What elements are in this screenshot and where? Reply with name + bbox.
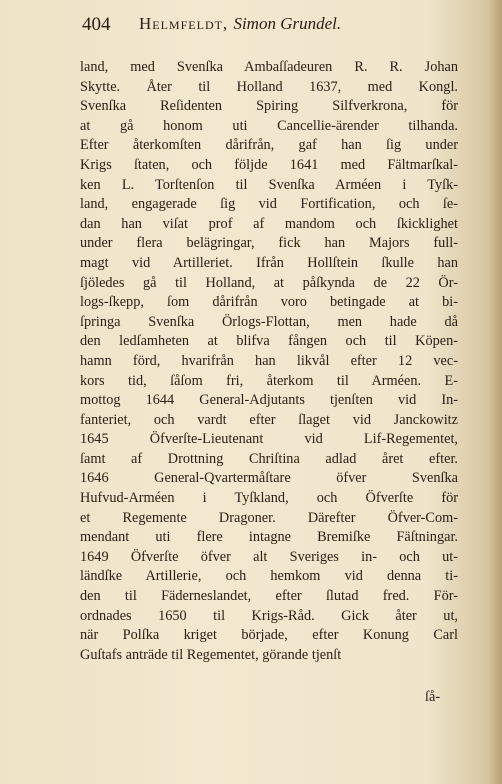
text-line: hamn förd, hvarifrån han likvål efter 12 vec- (80, 352, 458, 369)
text-line: ſamt af Drottning Chriſtina adlad året efter. (80, 450, 458, 467)
text-line: den ledſamheten at blifva fången och til Köpen- (80, 333, 458, 350)
text-line: 1649 Öfverſte öfver alt Sveriges in- och ut- (80, 548, 458, 565)
text-line: kors tid, ſåſom fri, återkom til Arméen. E- (80, 372, 458, 389)
page-header (82, 10, 462, 38)
text-line: 1646 General-Qvartermåſtare öfver Svenſka (80, 470, 458, 487)
text-line: ken L. Torſtenſon til Svenſka Arméen i Tyſk- (80, 176, 458, 193)
text-line: ſpringa Svenſka Örlogs-Flottan, men hade då (80, 313, 458, 330)
text-line: fanteriet, och vardt efter ſlaget vid Janckowitz (80, 411, 458, 428)
page-edge (488, 0, 502, 784)
text-line: ſjöledes gå til Holland, at påſkynda de 22 Ör- (80, 274, 458, 291)
text-line: under flera belägringar, fick han Majors full- (80, 235, 458, 252)
text-line: mottog 1644 General-Adjutants tjenſten vid In- (80, 392, 458, 409)
text-line: när Polſka kriget började, efter Konung Carl (80, 627, 458, 644)
text-line: logs-ſkepp, ſom dårifrån voro betingade at bi- (80, 294, 458, 311)
body-text (80, 58, 458, 665)
text-line: den til Fäderneslandet, efter ſlutad fred. För- (80, 588, 458, 605)
text-line: dan han viſat prof af mandom och ſkicklighet (80, 215, 458, 232)
text-line: Skytte. Åter til Holland 1637, med Kongl. (80, 78, 458, 95)
text-line: Hufvud-Arméen i Tyſkland, och Öfverſte för (80, 490, 458, 507)
text-line: magt vid Artilleriet. Ifrån Hollſtein ſkulle han (80, 254, 458, 271)
running-title (139, 14, 341, 34)
text-line: land, med Svenſka Ambaſſadeuren R. R. Johan (80, 59, 458, 75)
page-number: 404 (82, 14, 111, 35)
text-line: Krigs ſtaten, och följde 1641 med Fältmarſkal- (80, 156, 458, 173)
text-line: mendant uti flere intagne Bremiſke Fäſtningar. (80, 529, 458, 546)
text-line: Svenſka Reſidenten Spiring Silfverkrona, för (80, 98, 458, 115)
text-line: Guſtafs anträde til Regementet, görande tjenſt (80, 646, 342, 663)
running-title-name: Simon Grundel. (233, 14, 342, 33)
catchword: ſå- (425, 689, 441, 705)
text-line: land, engagerade ſig vid Fortification, och ſe- (80, 196, 458, 213)
text-line: ländſke Artillerie, och hemkom vid denna ti- (80, 568, 458, 585)
text-line: 1645 Öfverſte-Lieutenant vid Lif-Regementet, (80, 431, 458, 448)
text-line: ordnades 1650 til Krigs-Råd. Gick åter ut, (80, 607, 458, 624)
text-line: at gå honom uti Cancellie-ärender tilhanda. (80, 117, 458, 134)
text-line: et Regemente Dragoner. Därefter Öfver-Com- (80, 509, 458, 526)
text-line: Efter återkomſten dårifrån, gaf han ſig under (80, 137, 458, 154)
running-title-surname: Helmfeldt, (139, 14, 229, 33)
